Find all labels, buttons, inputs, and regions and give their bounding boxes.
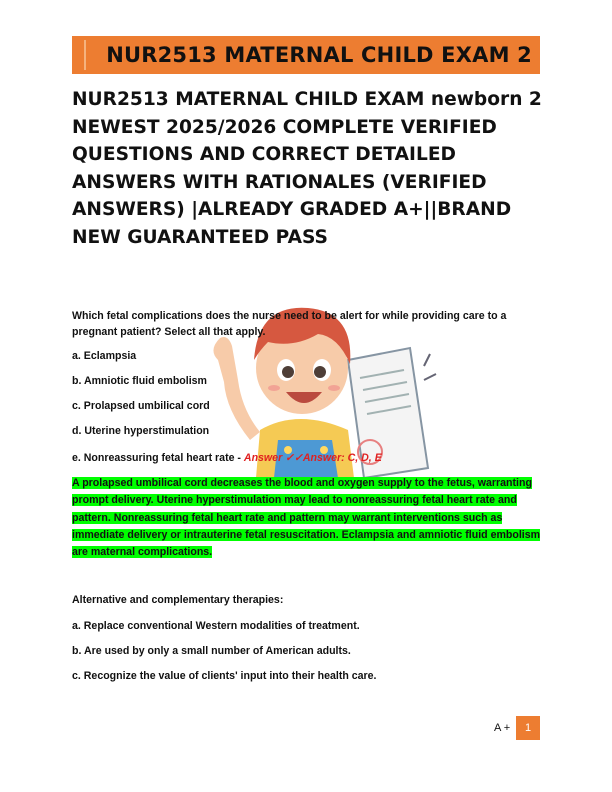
- question-1-option-e-label: e. Nonreassuring fetal heart rate -: [72, 452, 241, 464]
- rationale-highlight: A prolapsed umbilical cord decreases the blood and oxygen supply to the fetus, warranting prompt delivery. Uterine hyperstimulation may lead to nonreassuring fetal heart rate and pattern. Nonreassuring fetal heart rate and pattern may warrant interventions such as immediate delivery or intrauterine fetal resuscitation. Eclampsia and amniotic fluid embolism are maternal complications.: [72, 477, 541, 559]
- question-1-text: Which fetal complications does the nurse need to be alert for while providing care to a pregnant patient? Select all that apply.: [72, 310, 507, 338]
- question-1-option-a: a. Eclampsia: [72, 350, 137, 362]
- header-banner: [72, 36, 540, 74]
- document-title: NUR2513 MATERNAL CHILD EXAM newborn 2 NEWEST 2025/2026 COMPLETE VERIFIED QUESTIONS AND CORRECT DETAILED ANSWERS WITH RATIONALES (VERIFIED ANSWERS) |ALREADY GRADED A+||BRAND NEW GUARANTEED PASS: [72, 89, 542, 248]
- question-1-option-b: b. Amniotic fluid embolism: [72, 375, 207, 387]
- question-1-answer: Answer ✓✓Answer: C, D, E: [243, 452, 382, 464]
- question-2-option-b: b. Are used by only a small number of American adults.: [72, 645, 351, 657]
- question-1-option-e: [72, 452, 382, 464]
- grade-label: A +: [494, 722, 511, 734]
- question-1-option-c: c. Prolapsed umbilical cord: [72, 400, 210, 412]
- banner-accent-bar: [84, 40, 86, 70]
- question-1-rationale: [72, 475, 542, 561]
- banner-title: NUR2513 MATERNAL CHILD EXAM 2: [106, 43, 532, 67]
- question-1-option-d: d. Uterine hyperstimulation: [72, 425, 210, 437]
- question-2-option-a: a. Replace conventional Western modalities of treatment.: [72, 620, 360, 632]
- page-number: 1: [516, 716, 540, 740]
- question-2-option-c: c. Recognize the value of clients' input into their health care.: [72, 670, 377, 682]
- question-2-text: Alternative and complementary therapies:: [72, 594, 284, 606]
